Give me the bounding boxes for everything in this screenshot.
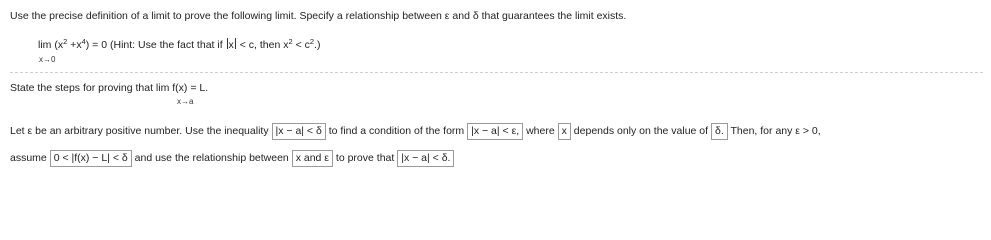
abs-bar-right	[235, 38, 236, 49]
hint-text	[110, 39, 320, 51]
hint-sup-a: 2	[288, 37, 293, 46]
limit-sup-2: 4	[81, 37, 86, 46]
limit-lim: lim	[38, 39, 52, 51]
limit-expr-close: ) = 0	[85, 39, 108, 51]
line1-text-e: Then, for any ε > 0,	[730, 125, 821, 137]
line1-text-a: Let ε be an arbitrary positive number. Use the inequality	[10, 125, 269, 137]
limit-subscript: x→0	[39, 55, 56, 64]
question-prompt: Use the precise definition of a limit to prove the following limit. Specify a relationship between ε and δ that guarantees the limit exists.	[10, 10, 627, 22]
answer-box-2[interactable]: |x − a| < ε,	[467, 123, 523, 140]
section-divider	[10, 72, 983, 73]
answer-line-1	[10, 123, 821, 140]
hint-end: .)	[314, 39, 321, 51]
answer-box-1[interactable]: |x − a| < δ	[272, 123, 326, 140]
hint-mid2: < c	[295, 39, 310, 51]
limit-expr-mid: +x	[67, 39, 82, 51]
steps-heading: State the steps for proving that lim f(x) = L.	[10, 82, 209, 94]
line1-text-b: to find a condition of the form	[328, 125, 465, 137]
hint-mid: < c, then x	[239, 39, 289, 51]
hint-pre: (Hint: Use the fact that if	[109, 39, 223, 51]
line2-text-c: to prove that	[335, 152, 395, 164]
hint-abs-x: x	[228, 39, 234, 51]
line2-text-a: assume	[10, 152, 47, 164]
answer-box-5[interactable]: 0 < |f(x) − L| < δ	[50, 150, 132, 167]
answer-box-3[interactable]: x	[558, 123, 571, 140]
answer-box-7[interactable]: |x − a| < δ.	[397, 150, 454, 167]
steps-heading-subscript: x→a	[177, 97, 194, 106]
line1-text-d: depends only on the value of	[573, 125, 709, 137]
abs-bar-left	[227, 38, 228, 49]
hint-sup-b: 2	[309, 37, 315, 46]
answer-line-2	[10, 150, 454, 167]
line1-text-c: where	[526, 125, 555, 137]
answer-box-4[interactable]: δ.	[711, 123, 728, 140]
limit-expression	[38, 38, 320, 51]
limit-expr-open: (x	[54, 39, 64, 51]
line2-text-b: and use the relationship between	[134, 152, 289, 164]
answer-box-6[interactable]: x and ε	[292, 150, 333, 167]
limit-sup-1: 2	[63, 37, 68, 46]
